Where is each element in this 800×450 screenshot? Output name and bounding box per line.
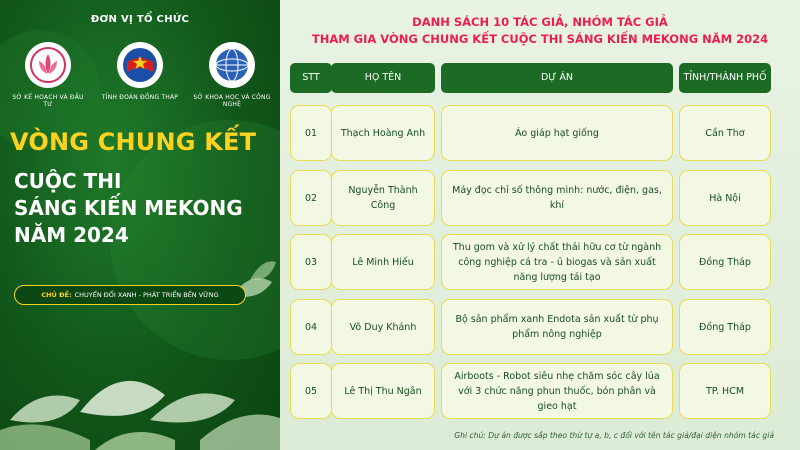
logo-caption: SỞ KẾ HOẠCH VÀ ĐẦU TƯ bbox=[12, 94, 84, 108]
logo-youth-union bbox=[100, 42, 180, 101]
header-province: TỈNH/THÀNH PHỐ bbox=[679, 63, 771, 93]
row-stt: 03 bbox=[290, 234, 332, 290]
contest-title-line3: NĂM 2024 bbox=[14, 223, 129, 247]
science-globe-emblem-icon bbox=[213, 46, 251, 84]
organizer-heading: ĐƠN VỊ TỔ CHỨC bbox=[90, 14, 190, 25]
logo-caption: TỈNH ĐOÀN ĐỒNG THÁP bbox=[101, 94, 179, 101]
stage-title: VÒNG CHUNG KẾT bbox=[10, 128, 257, 156]
row-stt: 01 bbox=[290, 105, 332, 161]
lotus-emblem-icon bbox=[29, 46, 67, 84]
row-province: Hà Nội bbox=[679, 170, 771, 226]
logo-department-planning bbox=[8, 42, 88, 108]
finalist-list-panel bbox=[280, 0, 800, 450]
contest-title-line1: CUỘC THI bbox=[14, 169, 122, 193]
row-province: Cần Thơ bbox=[679, 105, 771, 161]
row-name: Nguyễn Thành Công bbox=[331, 170, 435, 226]
logo-science-department bbox=[192, 42, 272, 108]
header-project: DỰ ÁN bbox=[441, 63, 673, 93]
theme-label: CHỦ ĐỀ: bbox=[41, 291, 72, 299]
list-title-line1: DANH SÁCH 10 TÁC GIẢ, NHÓM TÁC GIẢ bbox=[412, 15, 668, 29]
footnote: Ghi chú: Dự án được sắp theo thứ tự a, b, c đối với tên tác giả/đại diện nhóm tác giả bbox=[454, 431, 774, 440]
list-title bbox=[280, 14, 800, 48]
row-project: Airboots - Robot siêu nhẹ chăm sóc cây lúa với 3 chức năng phun thuốc, bón phân và gieo hạt bbox=[441, 363, 673, 419]
list-title-line2: THAM GIA VÒNG CHUNG KẾT CUỘC THI SÁNG KIẾN MEKONG NĂM 2024 bbox=[311, 32, 769, 46]
row-province: TP. HCM bbox=[679, 363, 771, 419]
row-project: Áo giáp hạt giống bbox=[441, 105, 673, 161]
row-stt: 04 bbox=[290, 299, 332, 355]
contest-title bbox=[14, 168, 243, 249]
row-project: Bộ sản phẩm xanh Endota sản xuất từ phụ phẩm nông nghiệp bbox=[441, 299, 673, 355]
row-stt: 05 bbox=[290, 363, 332, 419]
left-banner-panel bbox=[0, 0, 280, 450]
row-province: Đồng Tháp bbox=[679, 299, 771, 355]
row-project: Thu gom và xử lý chất thải hữu cơ từ ngành công nghiệp cá tra - ủ biogas và sản xuất năng lượng tái tạo bbox=[441, 234, 673, 290]
header-stt: STT bbox=[290, 63, 332, 93]
theme-text: CHUYỂN ĐỔI XANH - PHÁT TRIỂN BỀN VỮNG bbox=[74, 291, 219, 299]
row-name: Lê Minh Hiếu bbox=[331, 234, 435, 290]
contest-title-line2: SÁNG KIẾN MEKONG bbox=[14, 196, 243, 220]
logo-caption: SỞ KHOA HỌC VÀ CÔNG NGHỆ bbox=[193, 94, 271, 108]
header-name: HỌ TÊN bbox=[331, 63, 435, 93]
theme-pill bbox=[14, 285, 246, 305]
row-name: Võ Duy Khánh bbox=[331, 299, 435, 355]
row-project: Máy đọc chỉ số thông minh: nước, điện, gas, khí bbox=[441, 170, 673, 226]
row-province: Đồng Tháp bbox=[679, 234, 771, 290]
row-name: Thạch Hoàng Anh bbox=[331, 105, 435, 161]
youth-union-emblem-icon bbox=[121, 46, 159, 84]
row-name: Lê Thị Thu Ngân bbox=[331, 363, 435, 419]
row-stt: 02 bbox=[290, 170, 332, 226]
